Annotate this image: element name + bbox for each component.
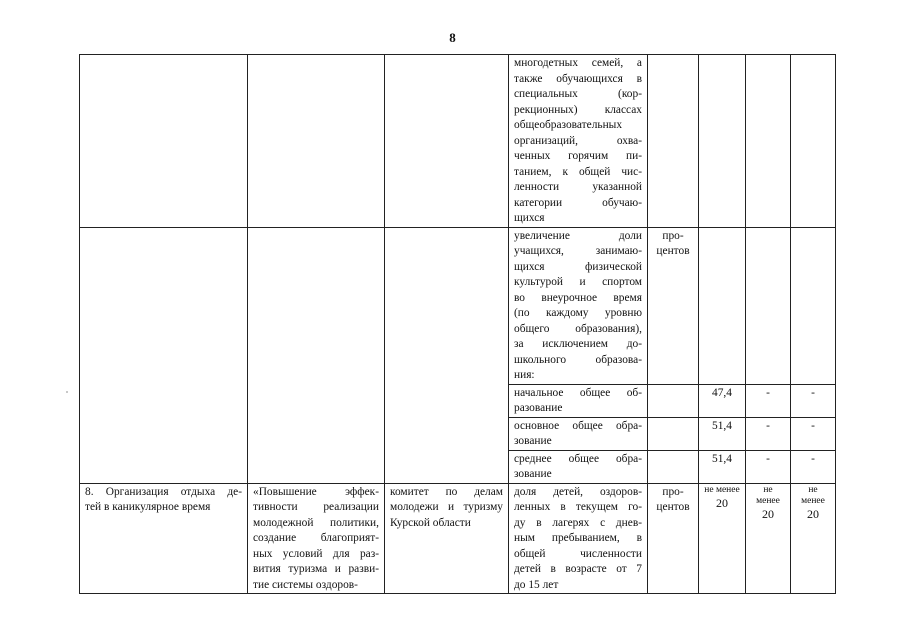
table-row — [80, 483, 836, 594]
indicator-line: начальное общее об- — [514, 386, 642, 399]
unit-line-1: про- — [662, 485, 684, 498]
value-number: 20 — [762, 506, 774, 521]
value-prefix: не менее — [756, 484, 780, 506]
unit-line-1: про- — [662, 229, 684, 242]
indicator-line: среднее общее обра- — [514, 452, 642, 465]
unit-cell — [648, 450, 699, 483]
task-cell — [80, 227, 248, 483]
task-cell — [80, 55, 248, 228]
indicator-line: зование — [514, 468, 552, 480]
indicator-line: общего образования), — [514, 322, 642, 335]
indicator-line: общей численности — [514, 547, 642, 560]
indicator-line: доля детей, оздоров- — [514, 485, 642, 498]
indicator-line: ченных горячим пи- — [514, 150, 642, 162]
indicator-line: категории обучаю- — [514, 196, 642, 209]
executor-cell — [385, 55, 509, 228]
executor-line: Курской области — [390, 516, 471, 529]
indicator-line: школьного образова- — [514, 353, 642, 366]
unit-cell — [648, 55, 699, 228]
value-cell — [699, 55, 746, 228]
value-cell: - — [791, 450, 836, 483]
indicator-line: разование — [514, 402, 563, 414]
indicator-line: детей в возрасте от 7 — [514, 563, 642, 575]
executor-cell — [385, 483, 509, 594]
program-line: ных условий для раз- — [253, 547, 379, 560]
scan-speck — [66, 391, 68, 393]
value-cell — [791, 483, 836, 594]
unit-line-2: центов — [656, 245, 690, 257]
value-cell: - — [791, 417, 836, 450]
indicator-cell — [509, 384, 648, 417]
indicator-line: общеобразовательных — [514, 119, 623, 131]
executor-line: молодежи и туризму — [390, 501, 503, 513]
page-number: 8 — [449, 30, 456, 45]
value-cell — [791, 227, 836, 384]
task-line: 8. Организация отдыха де- — [85, 485, 242, 498]
program-line: молодежной политики, — [253, 516, 379, 529]
indicator-line: ду в лагерях с днев- — [514, 516, 642, 529]
program-line: тие системы оздоров- — [253, 578, 358, 591]
table-row — [80, 227, 836, 384]
value-cell: - — [746, 450, 791, 483]
value-cell: 51,4 — [699, 417, 746, 450]
program-cell — [248, 55, 385, 228]
indicator-line: (по каждому уровню — [514, 307, 642, 319]
unit-cell — [648, 384, 699, 417]
indicator-line: культурой и спортом — [514, 276, 642, 288]
value-cell — [699, 227, 746, 384]
indicator-line: увеличение доли — [514, 229, 642, 242]
value-prefix: не менее — [801, 484, 825, 506]
program-cell — [248, 483, 385, 594]
unit-cell — [648, 417, 699, 450]
indicator-line: специальных (кор- — [514, 88, 642, 100]
indicator-line: щихся — [514, 212, 545, 224]
value-cell: 47,4 — [699, 384, 746, 417]
program-table — [79, 54, 836, 594]
value-number: 20 — [716, 495, 728, 510]
indicator-line: организаций, охва- — [514, 134, 642, 147]
indicator-cell — [509, 417, 648, 450]
indicator-line: щихся физической — [514, 260, 642, 273]
indicator-line: за исключением до- — [514, 338, 642, 350]
task-line: тей в каникулярное время — [85, 501, 211, 513]
value-cell: - — [746, 417, 791, 450]
table-row — [80, 55, 836, 228]
indicator-cell — [509, 450, 648, 483]
indicator-line: до 15 лет — [514, 578, 559, 591]
indicator-line: ния: — [514, 369, 535, 381]
program-cell — [248, 227, 385, 483]
indicator-line: ным пребыванием, в — [514, 532, 642, 544]
value-cell — [746, 483, 791, 594]
unit-cell — [648, 483, 699, 594]
indicator-line: во внеурочное время — [514, 291, 642, 304]
indicator-line: многодетных семей, а — [514, 57, 642, 69]
program-line: «Повышение эффек- — [253, 485, 379, 498]
unit-line-2: центов — [656, 501, 690, 513]
value-number: 20 — [807, 506, 819, 521]
program-line: вития туризма и разви- — [253, 563, 379, 575]
indicator-line: ленности указанной — [514, 181, 642, 193]
indicator-line: также обучающихся в — [514, 72, 642, 85]
value-cell: - — [791, 384, 836, 417]
value-cell — [791, 55, 836, 228]
indicator-cell — [509, 227, 648, 384]
indicator-line: танием, к общей чис- — [514, 165, 642, 178]
indicator-line: ленных в текущем го- — [514, 501, 642, 513]
program-line: создание благоприят- — [253, 532, 379, 544]
value-prefix: не менее — [704, 484, 740, 495]
indicator-cell — [509, 483, 648, 594]
executor-line: комитет по делам — [390, 485, 503, 498]
value-cell — [699, 483, 746, 594]
program-line: тивности реализации — [253, 501, 379, 513]
indicator-line: зование — [514, 435, 552, 447]
value-cell: - — [746, 384, 791, 417]
indicator-line: рекционных) классах — [514, 103, 642, 116]
task-cell — [80, 483, 248, 594]
executor-cell — [385, 227, 509, 483]
value-cell: 51,4 — [699, 450, 746, 483]
indicator-line: основное общее обра- — [514, 419, 642, 432]
indicator-cell — [509, 55, 648, 228]
value-cell — [746, 227, 791, 384]
indicator-line: учащихся, занимаю- — [514, 245, 642, 257]
unit-cell — [648, 227, 699, 384]
value-cell — [746, 55, 791, 228]
